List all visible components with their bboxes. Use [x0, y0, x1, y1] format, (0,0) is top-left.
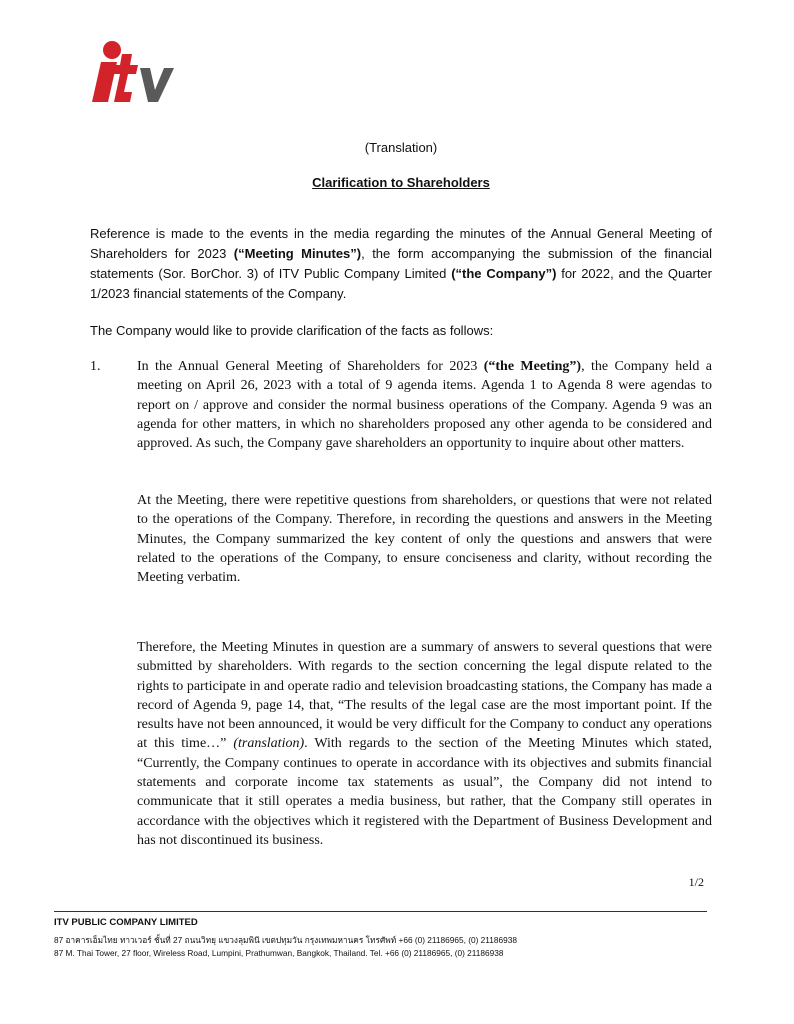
p3-italic-translation: (translation): [233, 736, 305, 752]
p3-text-2: . With regards to the section of the Meeting Minutes which stated, “Currently, the Company continues to operate in accordance with its objectives and submits financial statements and corporate income tax statements as usual”, the Company did not intend to communicate that it still operates a media business, but rather, that the Company still operates in accordance with the objectives which it registered with the Department of Business Development and has not discontinued its business.: [137, 736, 712, 848]
lead-sentence: The Company would like to provide clarification of the facts as follows:: [90, 323, 494, 338]
p1-bold-the-meeting: (“the Meeting”): [483, 359, 582, 374]
item-paragraph-2: At the Meeting, there were repetitive questions from shareholders, or questions that were not related to the operations of the Company. Therefore, in recording the questions and answers in the Meeting Minutes, the Company summarized the key content of only the questions and answers that were related to the operations of the Company, to ensure conciseness and clarity, without recording the Meeting verbatim.: [137, 493, 712, 586]
intro-text-2: , the form accompanying the submission of the financial statements (Sor. BorChor. 3) of ITV Public Company Limited: [90, 246, 712, 281]
footer-address-thai: 87 อาคารเอ็มไทย ทาวเวอร์ ชั้นที่ 27 ถนนวิทยุ แขวงลุมพินี เขตปทุมวัน กรุงเทพมหานคร โทรศัพท์ +66 (0) 21186965, (0) 21186938: [54, 935, 517, 945]
footer-address-english: 87 M. Thai Tower, 27 floor, Wireless Road, Lumpini, Prathumwan, Bangkok, Thailand. Tel. +66 (0) 21186965, (0) 21186938: [54, 948, 504, 958]
logo-dot: [103, 41, 121, 59]
p1-text-1: In the Annual General Meeting of Shareholders for 2023: [137, 359, 484, 374]
item-number: 1.: [90, 359, 101, 374]
page-number: 1/2: [688, 875, 704, 889]
intro-paragraph: [90, 224, 712, 304]
document-title: Clarification to Shareholders: [312, 175, 490, 190]
intro-bold-the-company: (“the Company”): [451, 266, 557, 281]
item-paragraph-3: [137, 638, 712, 850]
translation-label: (Translation): [364, 140, 438, 155]
logo-letter-t: [114, 54, 138, 102]
footer-company-name: ITV PUBLIC COMPANY LIMITED: [54, 917, 198, 928]
logo-letter-i: [92, 62, 117, 102]
intro-bold-meeting-minutes: (“Meeting Minutes”): [233, 246, 362, 261]
logo-letter-v: [140, 68, 174, 102]
intro-text-1: Reference is made to the events in the media regarding the minutes of the Annual General Meeting of Shareholders for 2023: [90, 226, 712, 261]
footer-divider: [54, 911, 707, 912]
item-paragraph-1: [137, 357, 712, 453]
p3-text-1: Therefore, the Meeting Minutes in question are a summary of answers to several questions that were submitted by shareholders. With regards to the section concerning the legal dispute related to the rights to participate in and operate radio and television broadcasting stations, the Company has made a record of Agenda 9, page 14, that, “The results of the legal case are the most important point. If the results have not been announced, it would be very difficult for the Company to conduct any operations at this time…”: [137, 640, 712, 752]
itv-logo: [92, 40, 174, 106]
intro-text-3: for 2022, and the Quarter 1/2023 financial statements of the Company.: [90, 266, 712, 301]
p1-text-2: , the Company held a meeting on April 26, 2023 with a total of 9 agenda items. Agenda 1 to Agenda 8 were agendas to report on / approve and consider the normal business operations of the Company. Agenda 9 was an agenda for other matters, in which no shareholders proposed any other agenda to be considered and approved. As such, the Company gave shareholders an opportunity to inquire about other matters.: [137, 359, 712, 452]
